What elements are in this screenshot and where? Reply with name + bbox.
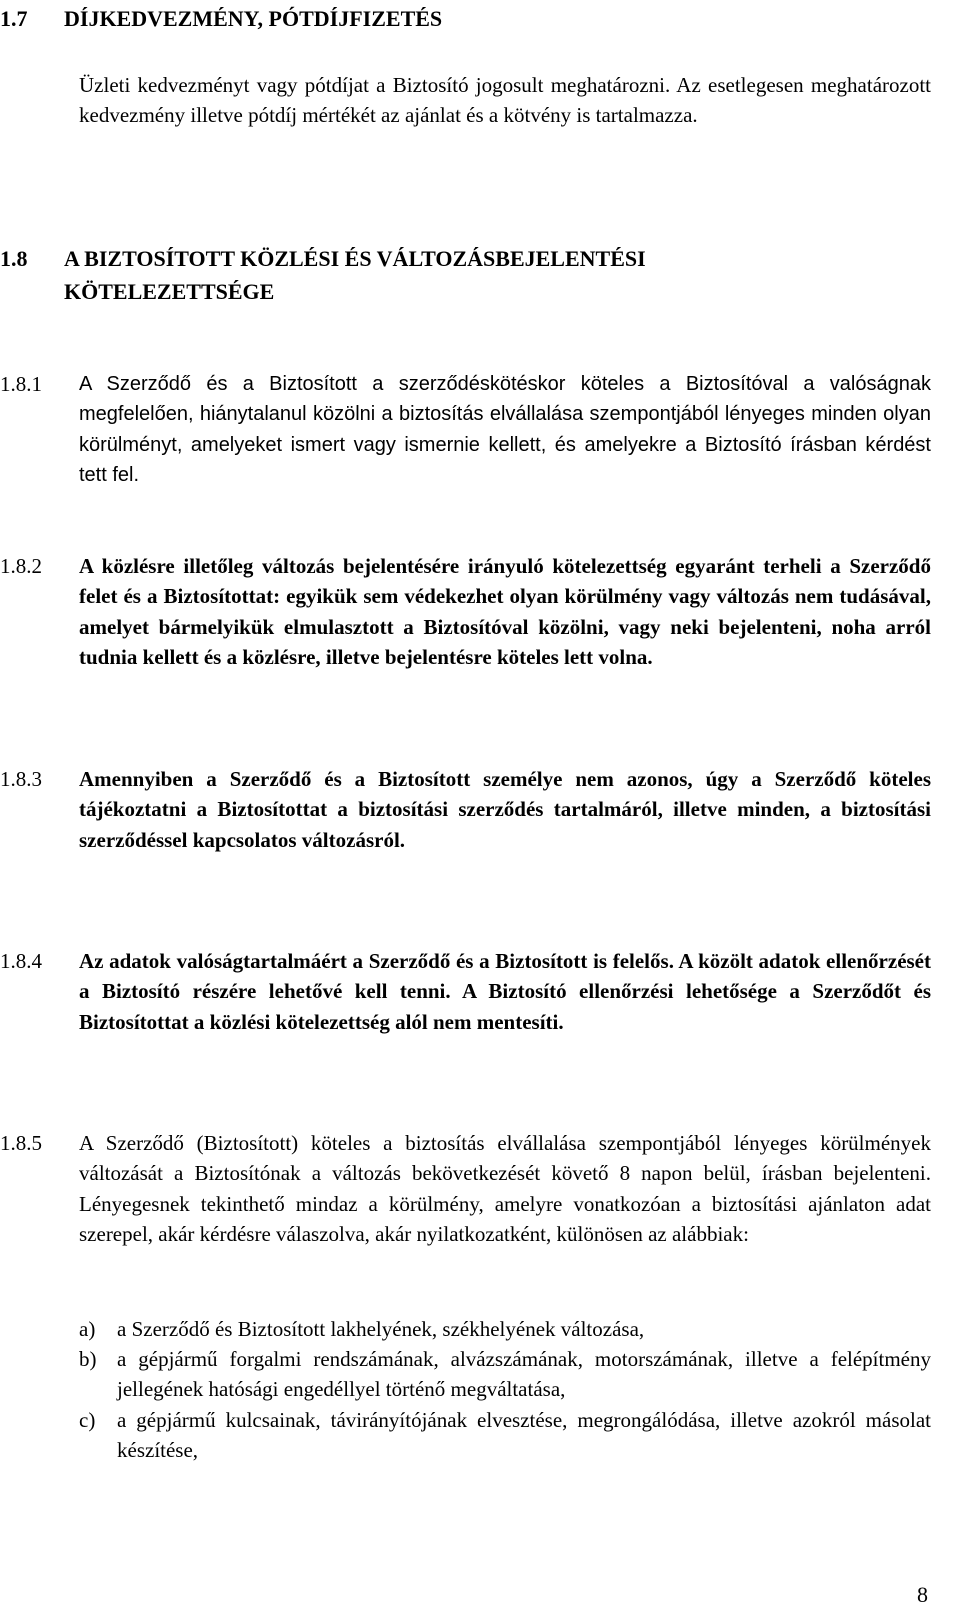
section-1-7-paragraph: Üzleti kedvezményt vagy pótdíjat a Biztosító jogosult meghatározni. Az esetlegesen meghatározott kedvezmény illetve pótdíj mértékét az ajánlat és a kötvény is tartalmazza.	[79, 73, 931, 128]
subsection-number: 1.8.1	[0, 372, 42, 396]
list-text: a gépjármű kulcsainak, távirányítójának elvesztése, megrongálódása, illetve azokról másolat készítése,	[117, 1408, 931, 1463]
subsection-text: Amennyiben a Szerződő és a Biztosított személye nem azonos, úgy a Szerződő köteles tájékoztatni a Biztosítottat a biztosítási szerződés tartalmáról, illetve minden, a biztosítási szerződéssel kapcsolatos változásról.	[79, 767, 931, 852]
subsection-number: 1.8.5	[0, 1131, 42, 1155]
list-letter: c)	[79, 1408, 96, 1432]
subsection-number: 1.8.2	[0, 554, 42, 578]
page-number: 8	[917, 1582, 928, 1607]
section-heading-1-8	[0, 244, 930, 306]
list-letter: b)	[79, 1347, 97, 1371]
section-number: 1.7	[0, 6, 28, 31]
section-heading-1-7	[0, 4, 930, 34]
subsection-number: 1.8.3	[0, 767, 42, 791]
section-title-line-1: A BIZTOSÍTOTT KÖZLÉSI ÉS VÁLTOZÁSBEJELENTÉSI	[64, 246, 646, 271]
list-text: a Szerződő és Biztosított lakhelyének, székhelyének változása,	[117, 1317, 645, 1341]
section-number: 1.8	[0, 246, 28, 271]
section-title: DÍJKEDVEZMÉNY, PÓTDÍJFIZETÉS	[64, 6, 443, 31]
subsection-text: A közlésre illetőleg változás bejelentésére irányuló kötelezettség egyaránt terheli a Szerződő felet és a Biztosítottat: egyikük sem védekezhet olyan körülmény vagy változás nem tudásával, amelyet bármelyikük elmulasztott a Biztosítóval közölni, vagy neki bejelenteni, noha arról tudnia kellett és a közlésre, illetve bejelentésre köteles lett volna.	[79, 554, 931, 670]
list-text: a gépjármű forgalmi rendszámának, alvázszámának, motorszámának, illetve a felépítmény jellegének hatósági engedéllyel történő megváltatása,	[117, 1347, 931, 1402]
subsection-number: 1.8.4	[0, 949, 42, 973]
subsection-text: A Szerződő (Biztosított) köteles a biztosítás elvállalása szempontjából lényeges körülmények változását a Biztosítónak a változás bekövetkezését követő 8 napon belül, írásban bejelenteni. Lényegesnek tekinthető mindaz a körülmény, amelyre vonatkozóan a biztosítási ajánlaton adat szerepel, akár kérdésre válaszolva, akár nyilatkozatként, különösen az alábbiak:	[79, 1131, 931, 1247]
list-letter: a)	[79, 1317, 96, 1341]
section-title-line-2: KÖTELEZETTSÉGE	[64, 279, 275, 304]
subsection-text: A Szerződő és a Biztosított a szerződéskötéskor köteles a Biztosítóval a valóságnak megfelelően, hiánytalanul közölni a biztosítás elvállalása szempontjából lényeges minden olyan körülményt, amelyeket ismert vagy ismernie kellett, és amelyekre a Biztosító írásban kérdést tett fel.	[79, 373, 931, 487]
subsection-text: Az adatok valóságtartalmáért a Szerződő és a Biztosított is felelős. A közölt adatok ellenőrzését a Biztosító részére lehetővé kell tenni. A Biztosító ellenőrzési lehetősége a Szerződőt és Biztosítottat a közlési kötelezettség alól nem mentesíti.	[79, 949, 931, 1034]
